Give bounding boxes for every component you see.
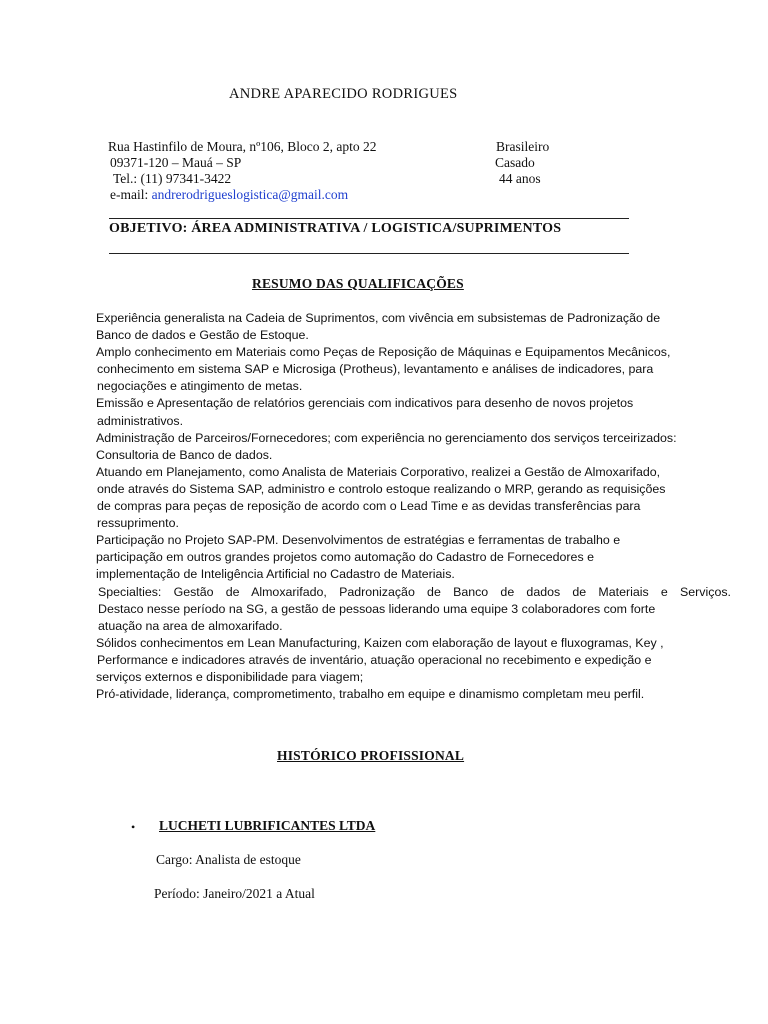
nationality: Brasileiro	[496, 139, 550, 154]
summary-line: ressuprimento.	[97, 516, 179, 531]
email-link[interactable]: andrerodrigueslogistica@gmail.com	[151, 187, 349, 202]
summary-line: Destaco nesse período na SG, a gestão de pessoas liderando uma equipe 3 colaboradores com forte	[98, 601, 656, 616]
summary-line: de compras para peças de reposição de acordo com o Lead Time e as devidas transferências para	[97, 499, 641, 514]
job-role: Cargo: Analista de estoque	[156, 852, 301, 867]
summary-line: onde através do Sistema SAP, administro e controlo estoque realizando o MRP, gerando as requisições	[97, 481, 666, 496]
address-line: Rua Hastinfilo de Moura, nº106, Bloco 2, apto 22	[108, 139, 377, 154]
email-line	[110, 187, 348, 203]
summary-line: participação em outros grandes projetos como automação do Cadastro de Fornecedores e	[96, 550, 594, 565]
summary-line: serviços externos e disponibilidade para viagem;	[96, 669, 364, 684]
history-heading: HISTÓRICO PROFISSIONAL	[277, 748, 465, 763]
summary-line: Atuando em Planejamento, como Analista de Materiais Corporativo, realizei a Gestão de Almoxarifado,	[96, 464, 661, 479]
summary-line: Amplo conhecimento em Materiais como Peças de Reposição de Máquinas e Equipamentos Mecânicos,	[96, 345, 671, 360]
objective-top-rule	[109, 218, 629, 219]
marital-status: Casado	[495, 155, 535, 170]
job-period: Período: Janeiro/2021 a Atual	[154, 886, 315, 901]
summary-line: Performance e indicadores através de inventário, atuação operacional no recebimento e expedição e	[97, 652, 652, 667]
cep-line: 09371-120 – Mauá – SP	[110, 155, 242, 170]
bullet-icon: •	[131, 820, 136, 834]
summary-line: Specialties: Gestão de Almoxarifado, Padronização de Banco de dados de Materiais e Serviços.	[98, 584, 731, 599]
summary-line: Pró-atividade, liderança, comprometimento, trabalho em equipe e dinamismo completam meu perfil.	[96, 687, 645, 702]
company-name: LUCHETI LUBRIFICANTES LTDA	[159, 818, 376, 833]
summary-line: Administração de Parceiros/Fornecedores; com experiência no gerenciamento dos serviços terceirizados:	[96, 430, 677, 445]
summary-line: Experiência generalista na Cadeia de Suprimentos, com vivência em subsistemas de Padronização de	[96, 311, 661, 325]
summary-line: Participação no Projeto SAP-PM. Desenvolvimentos de estratégias e ferramentas de trabalho e	[96, 533, 621, 548]
summary-line: implementação de Inteligência Artificial no Cadastro de Materiais.	[96, 567, 455, 582]
phone-line: Tel.: (11) 97341-3422	[113, 171, 232, 186]
summary-line: negociações e atingimento de metas.	[97, 379, 303, 394]
summary-line: atuação na area de almoxarifado.	[98, 618, 283, 633]
summary-line: Banco de dados e Gestão de Estoque.	[96, 328, 309, 343]
summary-heading: RESUMO DAS QUALIFICAÇÕES	[252, 276, 464, 291]
summary-line: conhecimento em sistema SAP e Microsiga (Protheus), levantamento e análises de indicadores, para	[97, 362, 654, 377]
summary-line: Consultoria de Banco de dados.	[96, 447, 273, 462]
age: 44 anos	[499, 171, 541, 186]
objective-bottom-rule	[109, 253, 629, 254]
email-label: e-mail:	[110, 187, 149, 202]
summary-list	[96, 310, 731, 703]
objective: OBJETIVO: ÁREA ADMINISTRATIVA / LOGISTICA/SUPRIMENTOS	[109, 221, 562, 236]
candidate-name: ANDRE APARECIDO RODRIGUES	[229, 86, 458, 102]
summary-line: administrativos.	[97, 413, 184, 428]
summary-line: Sólidos conhecimentos em Lean Manufacturing, Kaizen com elaboração de layout e fluxogramas, Key ,	[96, 635, 664, 650]
summary-line: Emissão e Apresentação de relatórios gerenciais com indicativos para desenho de novos projetos	[96, 396, 634, 411]
